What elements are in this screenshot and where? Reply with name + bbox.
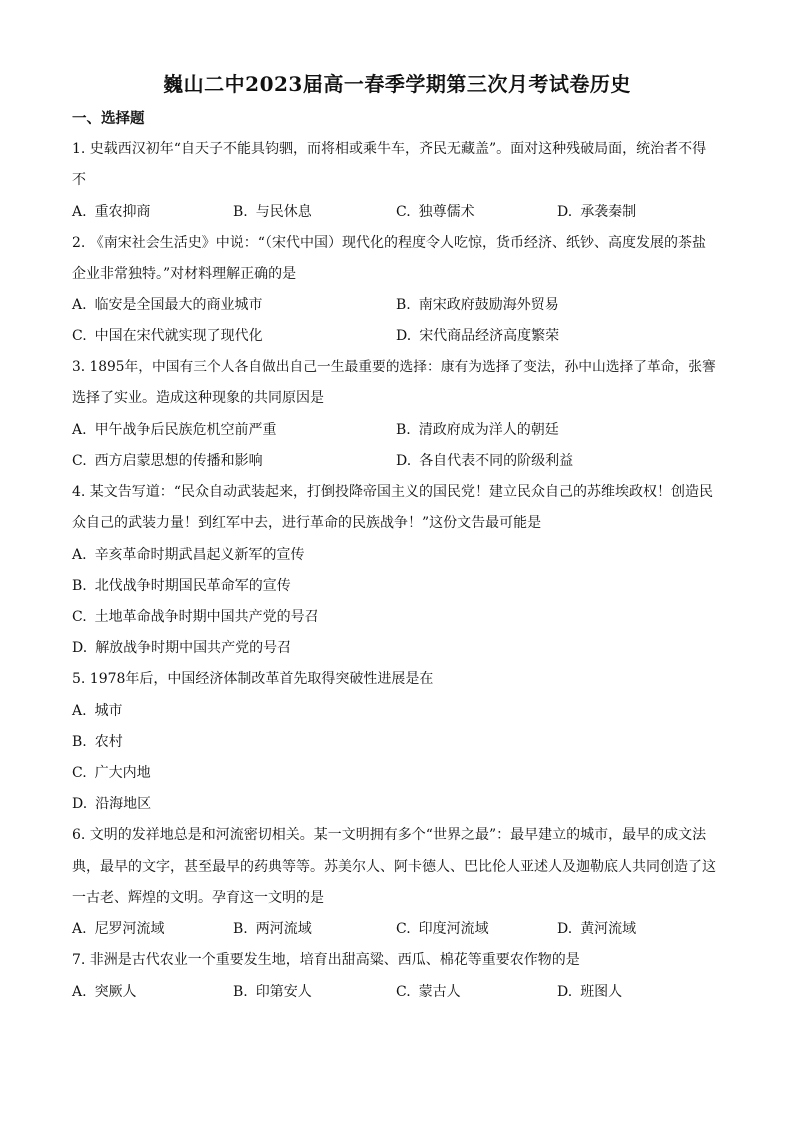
q2-option-c[interactable] xyxy=(72,326,263,346)
q2-option-a[interactable] xyxy=(72,295,263,315)
q7-option-b[interactable] xyxy=(233,982,312,1002)
option-letter: B. xyxy=(396,297,411,313)
q6-stem-line: 一古老、辉煌的文明。孕育这一文明的是 xyxy=(72,890,324,906)
option-letter: A. xyxy=(72,422,87,438)
option-text: 突厥人 xyxy=(94,984,137,1000)
q6-stem-line: 典，最早的文字，甚至最早的药典等等。苏美尔人、阿卡德人、巴比伦人亚述人及迦勒底人共同创造了这 xyxy=(72,859,716,875)
option-text: 甲午战争后民族危机空前严重 xyxy=(94,422,277,438)
option-text: 沿海地区 xyxy=(95,796,152,812)
option-text: 印度河流域 xyxy=(418,921,489,937)
option-text: 城市 xyxy=(94,703,123,719)
option-text: 解放战争时期中国共产党的号召 xyxy=(95,640,292,656)
option-text: 土地革命战争时期中国共产党的号召 xyxy=(94,609,319,625)
q6-option-a[interactable] xyxy=(72,919,165,939)
q6-option-d[interactable] xyxy=(557,919,636,939)
option-letter: D. xyxy=(557,984,573,1000)
q2-stem-line: 2. 《南宋社会生活史》中说：“（宋代中国）现代化的程度令人吃惊，货币经济、纸钞、高度发展的茶盐 xyxy=(72,235,706,251)
q5-option-c[interactable] xyxy=(72,763,151,783)
q1-option-a[interactable] xyxy=(72,202,151,222)
q5-option-a[interactable] xyxy=(72,701,123,721)
option-text: 北伐战争时期国民革命军的宣传 xyxy=(94,578,291,594)
option-text: 农村 xyxy=(94,734,123,750)
q2-stem-line: 企业非常独特。”对材料理解正确的是 xyxy=(72,266,297,282)
option-text: 南宋政府鼓励海外贸易 xyxy=(418,297,559,313)
q5-option-d[interactable] xyxy=(72,794,151,814)
option-letter: D. xyxy=(72,796,88,812)
option-letter: A. xyxy=(72,547,87,563)
option-letter: B. xyxy=(233,984,248,1000)
option-text: 广大内地 xyxy=(94,765,151,781)
option-letter: D. xyxy=(396,328,412,344)
page-title: 巍山二中2023届高一春季学期第三次月考试卷历史 xyxy=(163,72,631,96)
q1-option-d[interactable] xyxy=(557,202,636,222)
q3-stem-line: 选择了实业。造成这种现象的共同原因是 xyxy=(72,390,324,406)
q1-option-b[interactable] xyxy=(233,202,312,222)
q4-stem-line: 众自己的武装力量！到红军中去，进行革命的民族战争！”这份文告最可能是 xyxy=(72,515,542,531)
option-text: 班图人 xyxy=(580,984,623,1000)
section-heading: 一、选择题 xyxy=(72,110,145,127)
option-letter: B. xyxy=(396,422,411,438)
option-letter: A. xyxy=(72,984,87,1000)
q3-option-a[interactable] xyxy=(72,420,277,440)
option-text: 西方启蒙思想的传播和影响 xyxy=(94,453,263,469)
option-text: 辛亥革命时期武昌起义新军的宣传 xyxy=(94,547,305,563)
option-text: 与民休息 xyxy=(255,204,312,220)
q1-stem-line: 1. 史载西汉初年“自天子不能具钧驷，而将相或乘牛车，齐民无藏盖”。面对这种残破局面，统治者不得 xyxy=(72,141,707,157)
q4-option-b[interactable] xyxy=(72,576,291,596)
option-letter: C. xyxy=(72,453,87,469)
option-letter: C. xyxy=(396,921,411,937)
option-text: 两河流域 xyxy=(255,921,312,937)
option-letter: C. xyxy=(396,204,411,220)
option-text: 独尊儒术 xyxy=(418,204,475,220)
option-letter: D. xyxy=(72,640,88,656)
option-letter: D. xyxy=(557,204,573,220)
option-text: 清政府成为洋人的朝廷 xyxy=(418,422,559,438)
q1-option-c[interactable] xyxy=(396,202,475,222)
q6-option-c[interactable] xyxy=(396,919,489,939)
q4-option-d[interactable] xyxy=(72,638,291,658)
option-letter: A. xyxy=(72,297,87,313)
q6-stem-line: 6. 文明的发祥地总是和河流密切相关。某一文明拥有多个“世界之最”：最早建立的城市，最早的成文法 xyxy=(72,827,707,843)
q7-option-d[interactable] xyxy=(557,982,622,1002)
option-letter: B. xyxy=(233,204,248,220)
q2-option-d[interactable] xyxy=(396,326,559,346)
option-letter: B. xyxy=(72,734,87,750)
option-letter: B. xyxy=(233,921,248,937)
option-letter: A. xyxy=(72,921,87,937)
option-text: 尼罗河流域 xyxy=(94,921,165,937)
q6-option-b[interactable] xyxy=(233,919,312,939)
option-text: 中国在宋代就实现了现代化 xyxy=(94,328,263,344)
option-letter: C. xyxy=(72,609,87,625)
q3-option-d[interactable] xyxy=(396,451,573,471)
option-letter: A. xyxy=(72,703,87,719)
option-text: 印第安人 xyxy=(255,984,312,1000)
q4-stem-line: 4. 某文告写道：“民众自动武装起来，打倒投降帝国主义的国民党！建立民众自己的苏维埃政权！创造民 xyxy=(72,484,713,500)
option-letter: D. xyxy=(396,453,412,469)
option-text: 重农抑商 xyxy=(94,204,151,220)
option-letter: C. xyxy=(72,328,87,344)
q3-option-b[interactable] xyxy=(396,420,559,440)
option-letter: B. xyxy=(72,578,87,594)
option-text: 承袭秦制 xyxy=(580,204,637,220)
q7-option-c[interactable] xyxy=(396,982,461,1002)
option-text: 各自代表不同的阶级利益 xyxy=(419,453,574,469)
option-letter: C. xyxy=(72,765,87,781)
q7-option-a[interactable] xyxy=(72,982,137,1002)
q4-option-c[interactable] xyxy=(72,607,319,627)
option-text: 黄河流域 xyxy=(580,921,637,937)
q7-stem-line: 7. 非洲是古代农业一个重要发生地，培育出甜高粱、西瓜、棉花等重要农作物的是 xyxy=(72,952,580,968)
q3-option-c[interactable] xyxy=(72,451,263,471)
option-text: 宋代商品经济高度繁荣 xyxy=(419,328,560,344)
option-letter: A. xyxy=(72,204,87,220)
option-letter: C. xyxy=(396,984,411,1000)
q3-stem-line: 3. 1895年，中国有三个人各自做出自己一生最重要的选择：康有为选择了变法，孙中山选择了革命，张謇 xyxy=(72,359,716,375)
q2-option-b[interactable] xyxy=(396,295,559,315)
q5-option-b[interactable] xyxy=(72,732,123,752)
option-text: 蒙古人 xyxy=(418,984,461,1000)
q4-option-a[interactable] xyxy=(72,545,305,565)
q5-stem-line: 5. 1978年后，中国经济体制改革首先取得突破性进展是在 xyxy=(72,671,434,687)
q1-stem-line: 不 xyxy=(72,172,86,188)
option-letter: D. xyxy=(557,921,573,937)
option-text: 临安是全国最大的商业城市 xyxy=(94,297,263,313)
